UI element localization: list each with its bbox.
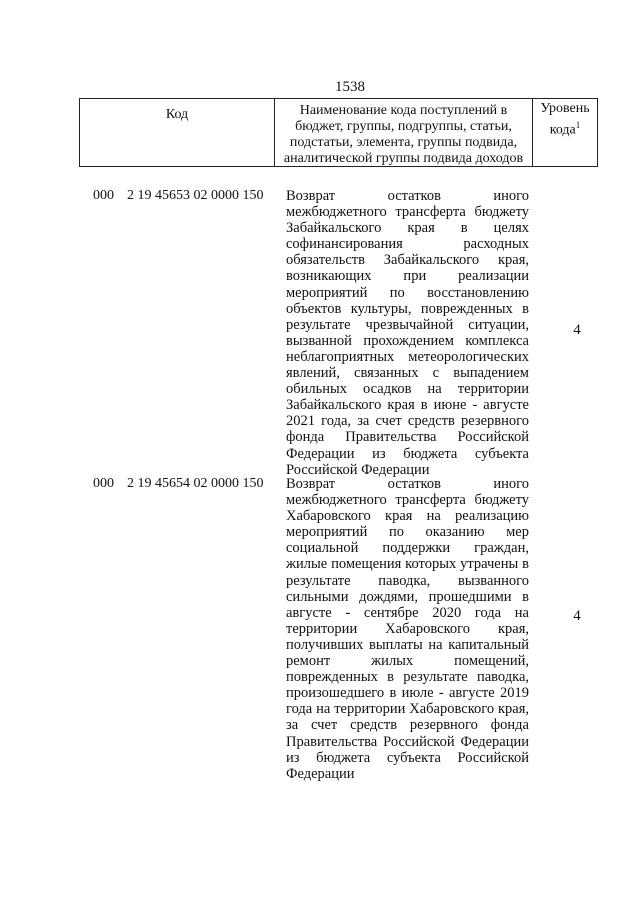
admin-code: 000 [93, 188, 114, 203]
row-level: 4 [573, 608, 581, 624]
header-level-footnote: 1 [575, 120, 581, 130]
header-name: Наименование кода поступлений в бюджет, группы, подгруппы, статьи, подстатьи, элемента, группы подвида, аналитической группы подвида доходов [275, 99, 533, 166]
row-description: Возврат остатков иного межбюджетного трансферта бюджету Забайкальского края в целях софинансирования расходных обязательств Забайкальского края, возникающих при реализации мероприятий по восстановлению объектов культуры, поврежденных в результате чрезвычайной ситуации, вызванной прохождением комплекса неблагоприятных метеорологических явлений, связанных с выпадением обильных осадков на территории Забайкальского края в июне - августе 2021 года, за счет средств резервного фонда Правительства Российской Федерации из бюджета субъекта Российской Федерации [286, 188, 529, 478]
table-header [79, 98, 598, 167]
revenue-code: 2 19 45653 02 0000 150 [127, 188, 264, 203]
revenue-code: 2 19 45654 02 0000 150 [127, 476, 264, 491]
header-level [533, 99, 597, 166]
page-number: 1538 [335, 79, 365, 95]
header-level-label: Уровень кода [540, 101, 590, 138]
row-description: Возврат остатков иного межбюджетного трансферта бюджету Хабаровского края на реализацию мероприятий по оказанию мер социальной поддержки граждан, жилые помещения которых утрачены в результате паводка, вызванного сильными дождями, прошедшими в августе - сентябре 2020 года на территории Хабаровского края, получивших выплаты на капитальный ремонт жилых помещений, поврежденных в результате паводка, произошедшего в июле - августе 2019 года на территории Хабаровского края, за счет средств резервного фонда Правительства Российской Федерации из бюджета субъекта Российской Федерации [286, 476, 529, 782]
row-level: 4 [573, 322, 581, 338]
header-code: Код [80, 99, 275, 166]
admin-code: 000 [93, 476, 114, 491]
